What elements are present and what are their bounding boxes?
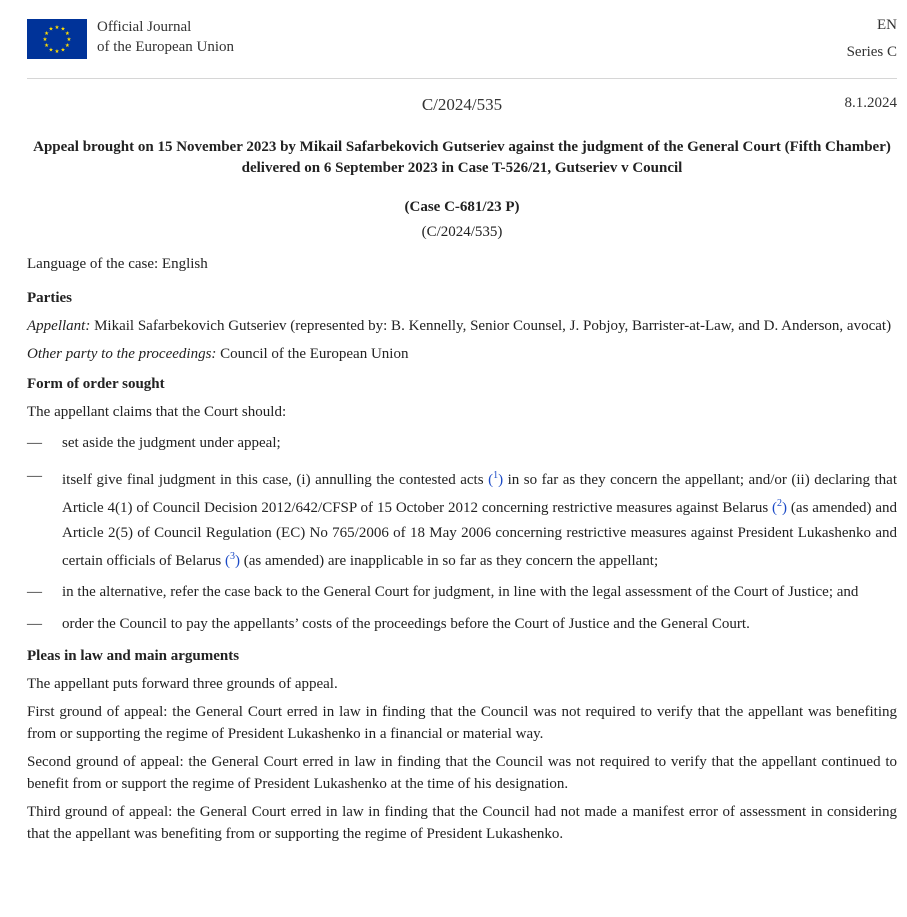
footnote-link-2[interactable]: ($^2$): [772, 498, 788, 516]
second-ground: Second ground of appeal: the General Court erred in law in finding that the Council was not required to verify that the appellant continued to benefit from or support the regime of President Lukashenko at the time of his designation.: [27, 753, 897, 792]
list-item: [27, 580, 897, 605]
svg-text:★: ★: [54, 25, 60, 31]
eu-flag-icon: [27, 19, 87, 59]
case-number: (Case C-681/23 P): [404, 199, 520, 215]
document-number: C/2024/535: [421, 95, 503, 114]
third-ground: Third ground of appeal: the General Court erred in law in finding that the Council had not made a manifest error of assessment in considering that the appellant was benefiting from or supporting the regime of President Lukashenko.: [27, 803, 897, 842]
case-reference: (C/2024/535): [421, 224, 503, 240]
order-intro: The appellant claims that the Court should:: [27, 404, 287, 420]
first-ground: First ground of appeal: the General Court erred in law in finding that the Council was not required to verify that the appellant was benefiting from or supporting the regime of President Lukashenko in a financial or material way.: [27, 703, 897, 742]
series-label: Series C: [846, 44, 897, 60]
other-party-label: Other party to the proceedings:: [27, 346, 217, 362]
footnote-link-3[interactable]: ($^3$): [225, 551, 240, 569]
parties-heading: Parties: [27, 290, 72, 306]
journal-line1: Official Journal: [97, 19, 192, 35]
list-item: [27, 612, 897, 637]
order-item-1: set aside the judgment under appeal;: [62, 435, 281, 451]
appellant-text: Mikail Safarbekovich Gutseriev (represented by: B. Kennelly, Senior Counsel, J. Pobjoy, Barrister-at-Law, and D. Anderson, avocat): [90, 318, 892, 334]
dash-marker: —: [27, 435, 42, 451]
other-party-text: Council of the European Union: [216, 346, 409, 362]
journal-name: [97, 17, 234, 57]
svg-text:★: ★: [66, 37, 72, 43]
order-item-3: in the alternative, refer the case back to the General Court for judgment, in line with the legal assessment of the Court of Justice; and: [62, 583, 859, 600]
footnote-link-1[interactable]: ($^1$): [488, 469, 504, 488]
footnote-number-2: 2: [777, 498, 783, 509]
appellant-label: Appellant:: [27, 318, 91, 334]
publication-date: 8.1.2024: [844, 95, 897, 111]
order-item-4: order the Council to pay the appellants’ costs of the proceedings before the Court of Justice and the General Court.: [62, 616, 750, 632]
language-of-case: Language of the case: English: [27, 256, 208, 272]
svg-text:★: ★: [44, 31, 50, 37]
svg-text:★: ★: [44, 43, 50, 49]
footnote-number-1: 1: [493, 469, 499, 481]
svg-text:★: ★: [60, 47, 66, 54]
svg-text:★: ★: [64, 43, 70, 49]
order-item-2-part-b: in so far as they concern the appellant; and/or (ii) declaring that Article 4(1) of Council Decision 2012/642/CFSP of 15 October 2012 concerning restrictive measures against Belarus: [62, 471, 897, 516]
pleas-intro: The appellant puts forward three grounds of appeal.: [27, 675, 338, 692]
list-item: [27, 431, 897, 456]
dash-marker: —: [27, 616, 42, 632]
order-item-2-part-a: itself give final judgment in this case, (i) annulling the contested acts: [62, 471, 489, 488]
journal-line2: of the European Union: [97, 39, 235, 55]
svg-text:★: ★: [42, 37, 48, 43]
order-heading: Form of order sought: [27, 376, 165, 392]
order-item-2: [62, 464, 897, 574]
list-item: [27, 464, 897, 574]
svg-text:★: ★: [48, 47, 54, 54]
document-number-row: [27, 79, 897, 129]
svg-text:★: ★: [60, 26, 66, 33]
order-item-2-part-d: (as amended) are inapplicable in so far as they concern the appellant;: [240, 553, 659, 569]
footnote-number-3: 3: [230, 551, 235, 562]
document-title: Appeal brought on 15 November 2023 by Mikail Safarbekovich Gutseriev against the judgment of the General Court (Fifth Chamber) delivered on 6 September 2023 in Case T-526/21, Gutseriev v Council: [33, 139, 891, 176]
language-code: EN: [877, 17, 897, 33]
svg-text:★: ★: [64, 31, 70, 37]
order-item-2-part-c: (as amended) and Article 2(5) of Council Regulation (EC) No 765/2006 of 18 May 2006 concerning restrictive measures against President Lukashenko and certain officials of Belarus: [62, 500, 897, 569]
pleas-heading: Pleas in law and main arguments: [27, 647, 240, 664]
dash-marker: —: [27, 467, 42, 484]
journal-header: [27, 0, 897, 79]
appellant-paragraph: [27, 315, 897, 337]
dash-marker: —: [27, 583, 42, 600]
svg-text:★: ★: [54, 49, 60, 55]
svg-text:★: ★: [48, 26, 54, 33]
other-party-paragraph: [27, 343, 897, 365]
